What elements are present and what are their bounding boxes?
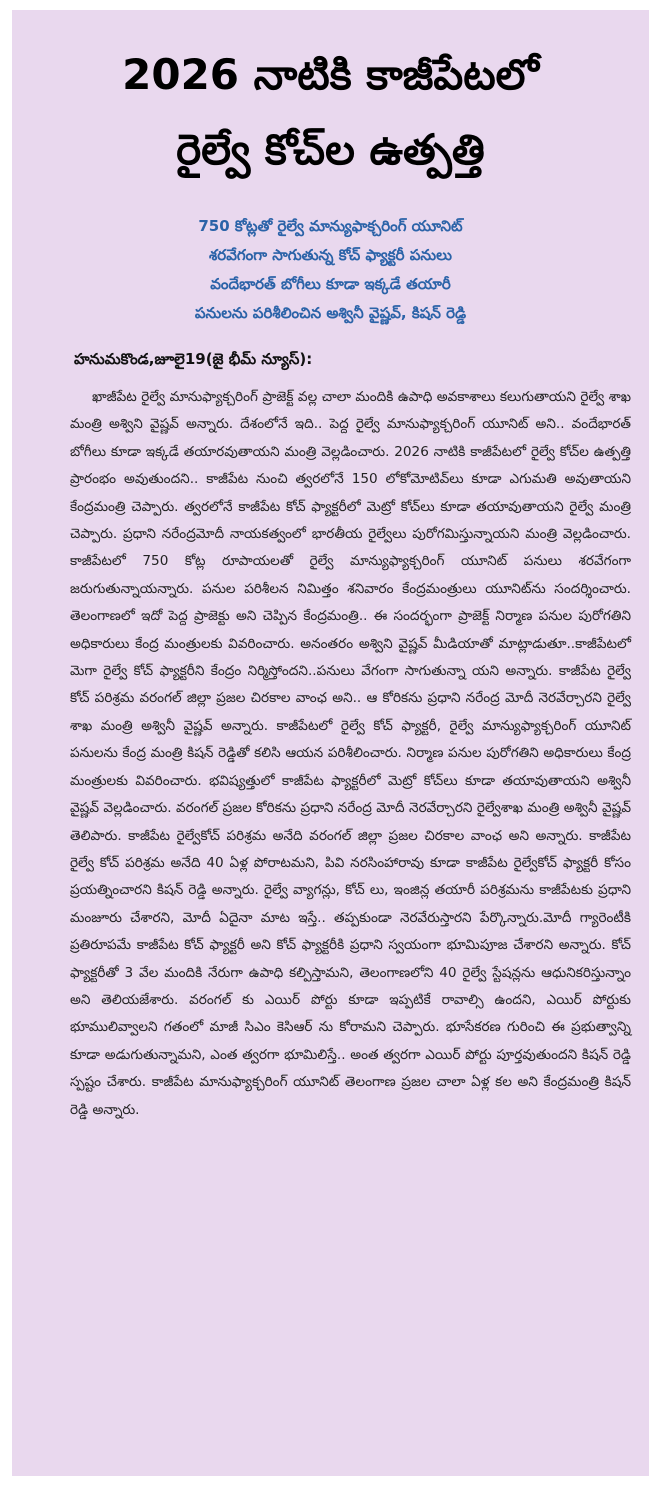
headline-line-2: రైల్వే కోచ్‌ల ఉత్పత్తి [176, 125, 485, 174]
article-body: ఖాజీపేట రైల్వే మానుఫ్యాక్చరింగ్ ప్రాజెక్ట్ వల్ల చాలా మందికి ఉపాధి అవకాశాలు కలుగుతాయని రైల్వే శాఖ మంత్రి అశ్విని వైష్ణవ్ అన్నారు. దేశంలోనే ఇది.. పెద్ద రైల్వే మానుఫ్యాక్చరింగ్ యూనిట్ అని.. వందేభారత్ బోగీలు కూడా ఇక్కడే తయారవుతాయని మంత్రి వెల్లడించారు. 2026 నాటికి కాజీపేటలో రైల్వే కోచ్‌ల ఉత్పత్తి ప్రారంభం అవుతుందని.. కాజీపేట నుంచి త్వరలోనే 150 లోకోమోటివ్‌లు కూడా ఎగుమతి అవుతాయని కేంద్రమంత్రి చెప్పారు. త్వరలోనే కాజీపేట కోచ్ ఫ్యాక్టరీలో మెట్రో కోచ్‌లు కూడా తయావుతాయని రైల్వే మంత్రి చెప్పారు. ప్రధాని నరేంద్రమోదీ నాయకత్వంలో భారతీయ రైల్వేలు పురోగమిస్తున్నాయని మంత్రి వెల్లడించారు. కాజీపేటలో 750 కోట్ల రూపాయలతో రైల్వే మాన్యుఫ్యాక్చరింగ్ యూనిట్ పనులు శరవేగంగా జరుగుతున్నాయన్నారు. పనుల పరిశీలన నిమిత్తం శనివారం కేంద్రమంత్రులు యూనిట్‌ను సందర్శించారు. తెలంగాణలో ఇదో పెద్ద ప్రాజెక్టు అని చెప్పిన కేంద్రమంత్రి.. ఈ సందర్భంగా ప్రాజెక్ట్ నిర్మాణ పనుల పురోగతిని అధికారులు కేంద్ర మంత్రులకు వివరించారు. అనంతరం అశ్విని వైష్ణవ్ మీడియాతో మాట్లాడుతూ..కాజీపేటలో మెగా రైల్వే కోచ్ ఫ్యాక్టరీని కేంద్రం నిర్మిస్తోందని..పనులు వేగంగా సాగుతున్నా యని అన్నారు. కాజీపేట రైల్వే కోచ్ పరిశ్రమ వరంగల్ జిల్లా ప్రజల చిరకాల వాంఛ అని.. ఆ కోరికను ప్రధాని నరేంద్ర మోదీ నెరవేర్చారని రైల్వే శాఖ మంత్రి అశ్వినీ వైష్ణవ్ అన్నారు. కాజీపేటలో రైల్వే కోచ్ ఫ్యాక్టరీ, రైల్వే మాన్యుఫ్యాక్చరింగ్ యూనిట్ పనులను కేంద్ర మంత్రి కిషన్ రెడ్డితో కలిసి ఆయన పరిశీలించారు. నిర్మాణ పనుల పురోగతిని అధికారులు కేంద్ర మంత్రులకు వివరించారు. భవిష్యత్తులో కాజీపేట ఫ్యాక్టరీలో మెట్రో కోచ్‌లు కూడా తయావుతాయని అశ్వినీ వైష్ణవ్ వెల్లడించారు. వరంగల్ ప్రజల కోరికను ప్రధాని నరేంద్ర మోదీ నెరవేర్చారని రైల్వేశాఖ మంత్రి అశ్వినీ వైష్ణవ్ తెలిపారు. కాజీపేట రైల్వేకోచ్ పరిశ్రమ అనేది వరంగల్ జిల్లా ప్రజల చిరకాల వాంఛ అని అన్నారు. కాజీపేట రైల్వే కోచ్ పరిశ్రమ అనేది 40 ఏళ్ల పోరాటమని, పివి నరసింహారావు కూడా కాజీపేట రైల్వేకోచ్ ఫ్యాక్టరీ కోసం ప్రయత్నించారని కిషన్ రెడ్డి అన్నారు. రైల్వే వ్యాగన్లు, కోచ్ లు, ఇంజిన్ల తయారీ పరిశ్రమను కాజీపేటకు ప్రధాని మంజూరు చేశారని, మోదీ ఏదైనా మాట ఇస్తే.. తప్పకుండా నెరవేరుస్తారని పేర్కొన్నారు.మోదీ గ్యారెంటీకి ప్రతిరూపమే కాజీపేట కోచ్ ఫ్యాక్టరీ అని కోచ్ ఫ్యాక్టరీకి ప్రధాని స్వయంగా భూమిపూజ చేశారని అన్నారు. కోచ్ ఫ్యాక్టరీతో 3 వేల మందికి నేరుగా ఉపాధి కల్పిస్తామని, తెలంగాణలోని 40 రైల్వే స్టేషన్లను ఆధునికరిస్తున్నాం అని తెలియజేశారు. వరంగల్ కు ఎయిర్ పోర్టు కూడా ఇప్పటికే రావాల్సి ఉందని, ఎయిర్ పోర్టుకు భూములివ్వాలని గతంలో మాజీ సిఎం కెసిఆర్ ను కోరామని చెప్పారు. భూసేకరణ గురించి ఈ ప్రభుత్వాన్ని కూడా అడుగుతున్నామని, ఎంత త్వరగా భూమిలిస్తే.. అంత త్వరగా ఎయిర్ పోర్టు పూర్తవుతుందని కిషన్ రెడ్డి స్పష్టం చేశారు. కాజీపేట మానుఫ్యాక్చరింగ్ యూనిట్ తెలంగాణ ప్రజల చాలా ఏళ్ల కల అని కేంద్రమంత్రి కిషన్ రెడ్డి అన్నారు. [70, 389, 631, 1118]
subheading-1: 750 కోట్లతో రైల్వే మాన్యుఫాక్చరింగ్ యూనిట్ [198, 217, 463, 235]
headline-line-1: 2026 నాటికి కాజీపేటలో [122, 50, 539, 99]
dateline: హనుమకొండ,జూలై19(జై భీమ్ న్యూస్): [74, 350, 313, 368]
newspaper-clipping [12, 10, 649, 1476]
subheading-2: శరవేగంగా సాగుతున్న కోచ్ ఫ్యాక్టరీ పనులు [209, 246, 452, 264]
subheading-4: పనులను పరిశీలించిన అశ్వినీ వైష్ణవ్, కిషన్ రెడ్డి [194, 304, 467, 322]
subheadings [12, 212, 649, 328]
subheading-3: వందేభారత్ బోగీలు కూడా ఇక్కడే తయారీ [210, 275, 451, 293]
